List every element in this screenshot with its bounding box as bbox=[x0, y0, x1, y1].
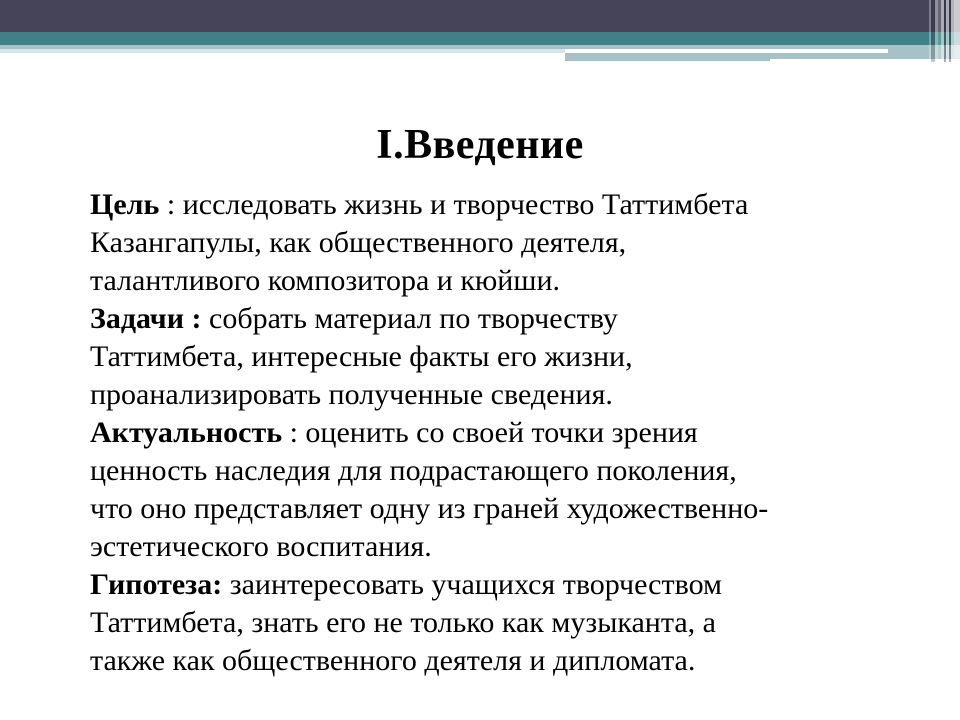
body-line-text: : исследовать жизнь и творчество Таттимбета bbox=[159, 188, 749, 221]
body-line bbox=[90, 224, 920, 262]
body-line bbox=[90, 300, 920, 338]
body-line-text: эстетического воспитания. bbox=[90, 530, 432, 563]
header-bar-dark bbox=[0, 0, 960, 32]
body-line-text: также как общественного деятеля и дипломата. bbox=[90, 644, 696, 677]
body-line bbox=[90, 490, 920, 528]
body-line bbox=[90, 452, 920, 490]
corner-stripes-decoration bbox=[926, 0, 960, 62]
slide-body bbox=[90, 186, 920, 680]
body-line-text: заинтересовать учащихся творчеством bbox=[222, 568, 722, 601]
body-line-text: Казангапулы, как общественного деятеля, bbox=[90, 226, 627, 259]
body-line-text: : оценить со своей точки зрения bbox=[282, 416, 698, 449]
body-line-keyword: Задачи : bbox=[90, 302, 202, 335]
body-line-keyword: Цель bbox=[90, 188, 160, 221]
body-line bbox=[90, 338, 920, 376]
body-line-keyword: Актуальность bbox=[90, 416, 283, 449]
body-line bbox=[90, 262, 920, 300]
body-line-keyword: Гипотеза: bbox=[90, 568, 223, 601]
body-line-text: проанализировать полученные сведения. bbox=[90, 378, 613, 411]
body-line bbox=[90, 528, 920, 566]
body-line-text: собрать материал по творчеству bbox=[201, 302, 618, 335]
body-line bbox=[90, 604, 920, 642]
header-band-right bbox=[565, 53, 770, 61]
body-line-text: что оно представляет одну из граней художественно- bbox=[90, 492, 769, 525]
body-line bbox=[90, 642, 920, 680]
slide-title: I.Введение bbox=[376, 122, 584, 168]
header-strip-pale bbox=[0, 49, 565, 53]
body-line bbox=[90, 376, 920, 414]
body-line bbox=[90, 186, 920, 224]
body-line-text: ценность наследия для подрастающего поколения, bbox=[90, 454, 737, 487]
body-line-text: талантливого композитора и кюйши. bbox=[90, 264, 561, 297]
body-line-text: Таттимбета, интересные факты его жизни, bbox=[90, 340, 633, 373]
body-line-text: Таттимбета, знать его не только как музыканта, а bbox=[90, 606, 716, 639]
body-line bbox=[90, 414, 920, 452]
body-line bbox=[90, 566, 920, 604]
header-bar-teal bbox=[0, 32, 960, 45]
